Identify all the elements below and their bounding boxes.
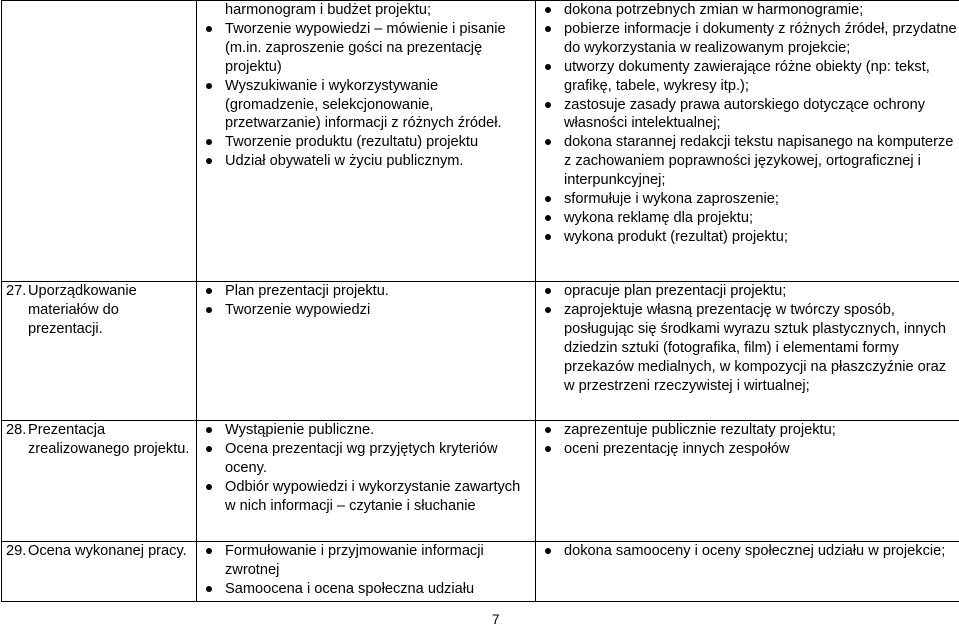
activity-list bbox=[201, 542, 531, 599]
list-item: sformułuje i wykona zaproszenie; bbox=[540, 190, 959, 209]
outcomes-cell bbox=[536, 421, 959, 542]
list-item: Tworzenie wypowiedzi bbox=[201, 301, 531, 320]
curriculum-table bbox=[1, 0, 959, 602]
list-item: Tworzenie produktu (rezultatu) projektu bbox=[201, 133, 531, 152]
topic-cell bbox=[2, 421, 197, 542]
table-row bbox=[2, 282, 959, 421]
outcome-list bbox=[540, 421, 959, 459]
list-item: Samoocena i ocena społeczna udziału bbox=[201, 580, 531, 599]
outcome-list bbox=[540, 542, 959, 561]
table-row bbox=[2, 421, 959, 542]
list-item: Ocena prezentacji wg przyjętych kryteriów oceny. bbox=[201, 440, 531, 478]
list-item: Formułowanie i przyjmowanie informacji zwrotnej bbox=[201, 542, 531, 580]
table-row bbox=[2, 542, 959, 602]
list-item: Wyszukiwanie i wykorzystywanie (gromadzenie, selekcjonowanie, przetwarzanie) informacji z różnych źródeł. bbox=[201, 77, 531, 134]
topic-number: 29. bbox=[6, 543, 27, 559]
list-item: wykona produkt (rezultat) projektu; bbox=[540, 228, 959, 247]
list-item: Plan prezentacji projektu. bbox=[201, 282, 531, 301]
list-item: dokona starannej redakcji tekstu napisanego na komputerze z zachowaniem poprawności językowej, ortograficznej i interpunkcyjnej; bbox=[540, 133, 959, 190]
list-item: wykona reklamę dla projektu; bbox=[540, 209, 959, 228]
list-item: Udział obywateli w życiu publicznym. bbox=[201, 152, 531, 171]
list-item: zastosuje zasady prawa autorskiego dotyczące ochrony własności intelektualnej; bbox=[540, 96, 959, 134]
activity-list bbox=[201, 421, 531, 516]
list-item: oceni prezentację innych zespołów bbox=[540, 440, 959, 459]
list-item: opracuje plan prezentacji projektu; bbox=[540, 282, 959, 301]
list-item: zaprojektuje własną prezentację w twórczy sposób, posługując się środkami wyrazu sztuk plastycznych, innych dziedzin sztuki (fotografika, film) i elementami formy przekazów medialnych, w kompozycji na płaszczyźnie oraz w przestrzeni rzeczywistej i wirtualnej; bbox=[540, 301, 959, 396]
outcomes-cell bbox=[536, 542, 959, 602]
topic-title: Uporządkowanie materiałów do prezentacji. bbox=[28, 283, 137, 337]
list-item: zaprezentuje publicznie rezultaty projektu; bbox=[540, 421, 959, 440]
list-item: pobierze informacje i dokumenty z różnych źródeł, przydatne do wykorzystania w realizowanym projekcie; bbox=[540, 20, 959, 58]
topic-title: Prezentacja zrealizowanego projektu. bbox=[28, 422, 190, 457]
topic-title: Ocena wykonanej pracy. bbox=[28, 543, 187, 559]
activities-cell bbox=[197, 1, 536, 282]
table-row bbox=[2, 1, 959, 282]
activity-list bbox=[201, 282, 531, 320]
outcome-list bbox=[540, 1, 959, 247]
outcomes-cell bbox=[536, 1, 959, 282]
activities-cell bbox=[197, 282, 536, 421]
activities-cell bbox=[197, 542, 536, 602]
list-item: Odbiór wypowiedzi i wykorzystanie zawartych w nich informacji – czytanie i słuchanie bbox=[201, 478, 531, 516]
outcomes-cell bbox=[536, 282, 959, 421]
topic-cell bbox=[2, 1, 197, 282]
list-item: dokona potrzebnych zmian w harmonogramie; bbox=[540, 1, 959, 20]
topic-cell bbox=[2, 282, 197, 421]
list-item: utworzy dokumenty zawierające różne obiekty (np: tekst, grafikę, tabele, wykresy itp.); bbox=[540, 58, 959, 96]
activity-list bbox=[201, 20, 531, 171]
activity-continuation: harmonogram i budżet projektu; bbox=[225, 2, 432, 18]
list-item: dokona samooceny i oceny społecznej udziału w projekcie; bbox=[540, 542, 959, 561]
outcome-list bbox=[540, 282, 959, 395]
list-item: Wystąpienie publiczne. bbox=[201, 421, 531, 440]
activities-cell bbox=[197, 421, 536, 542]
page-number: 7 bbox=[492, 612, 500, 627]
topic-cell bbox=[2, 542, 197, 602]
topic-number: 27. bbox=[6, 283, 27, 299]
topic-number: 28. bbox=[6, 422, 27, 438]
list-item: Tworzenie wypowiedzi – mówienie i pisanie (m.in. zaproszenie gości na prezentację projektu) bbox=[201, 20, 531, 77]
